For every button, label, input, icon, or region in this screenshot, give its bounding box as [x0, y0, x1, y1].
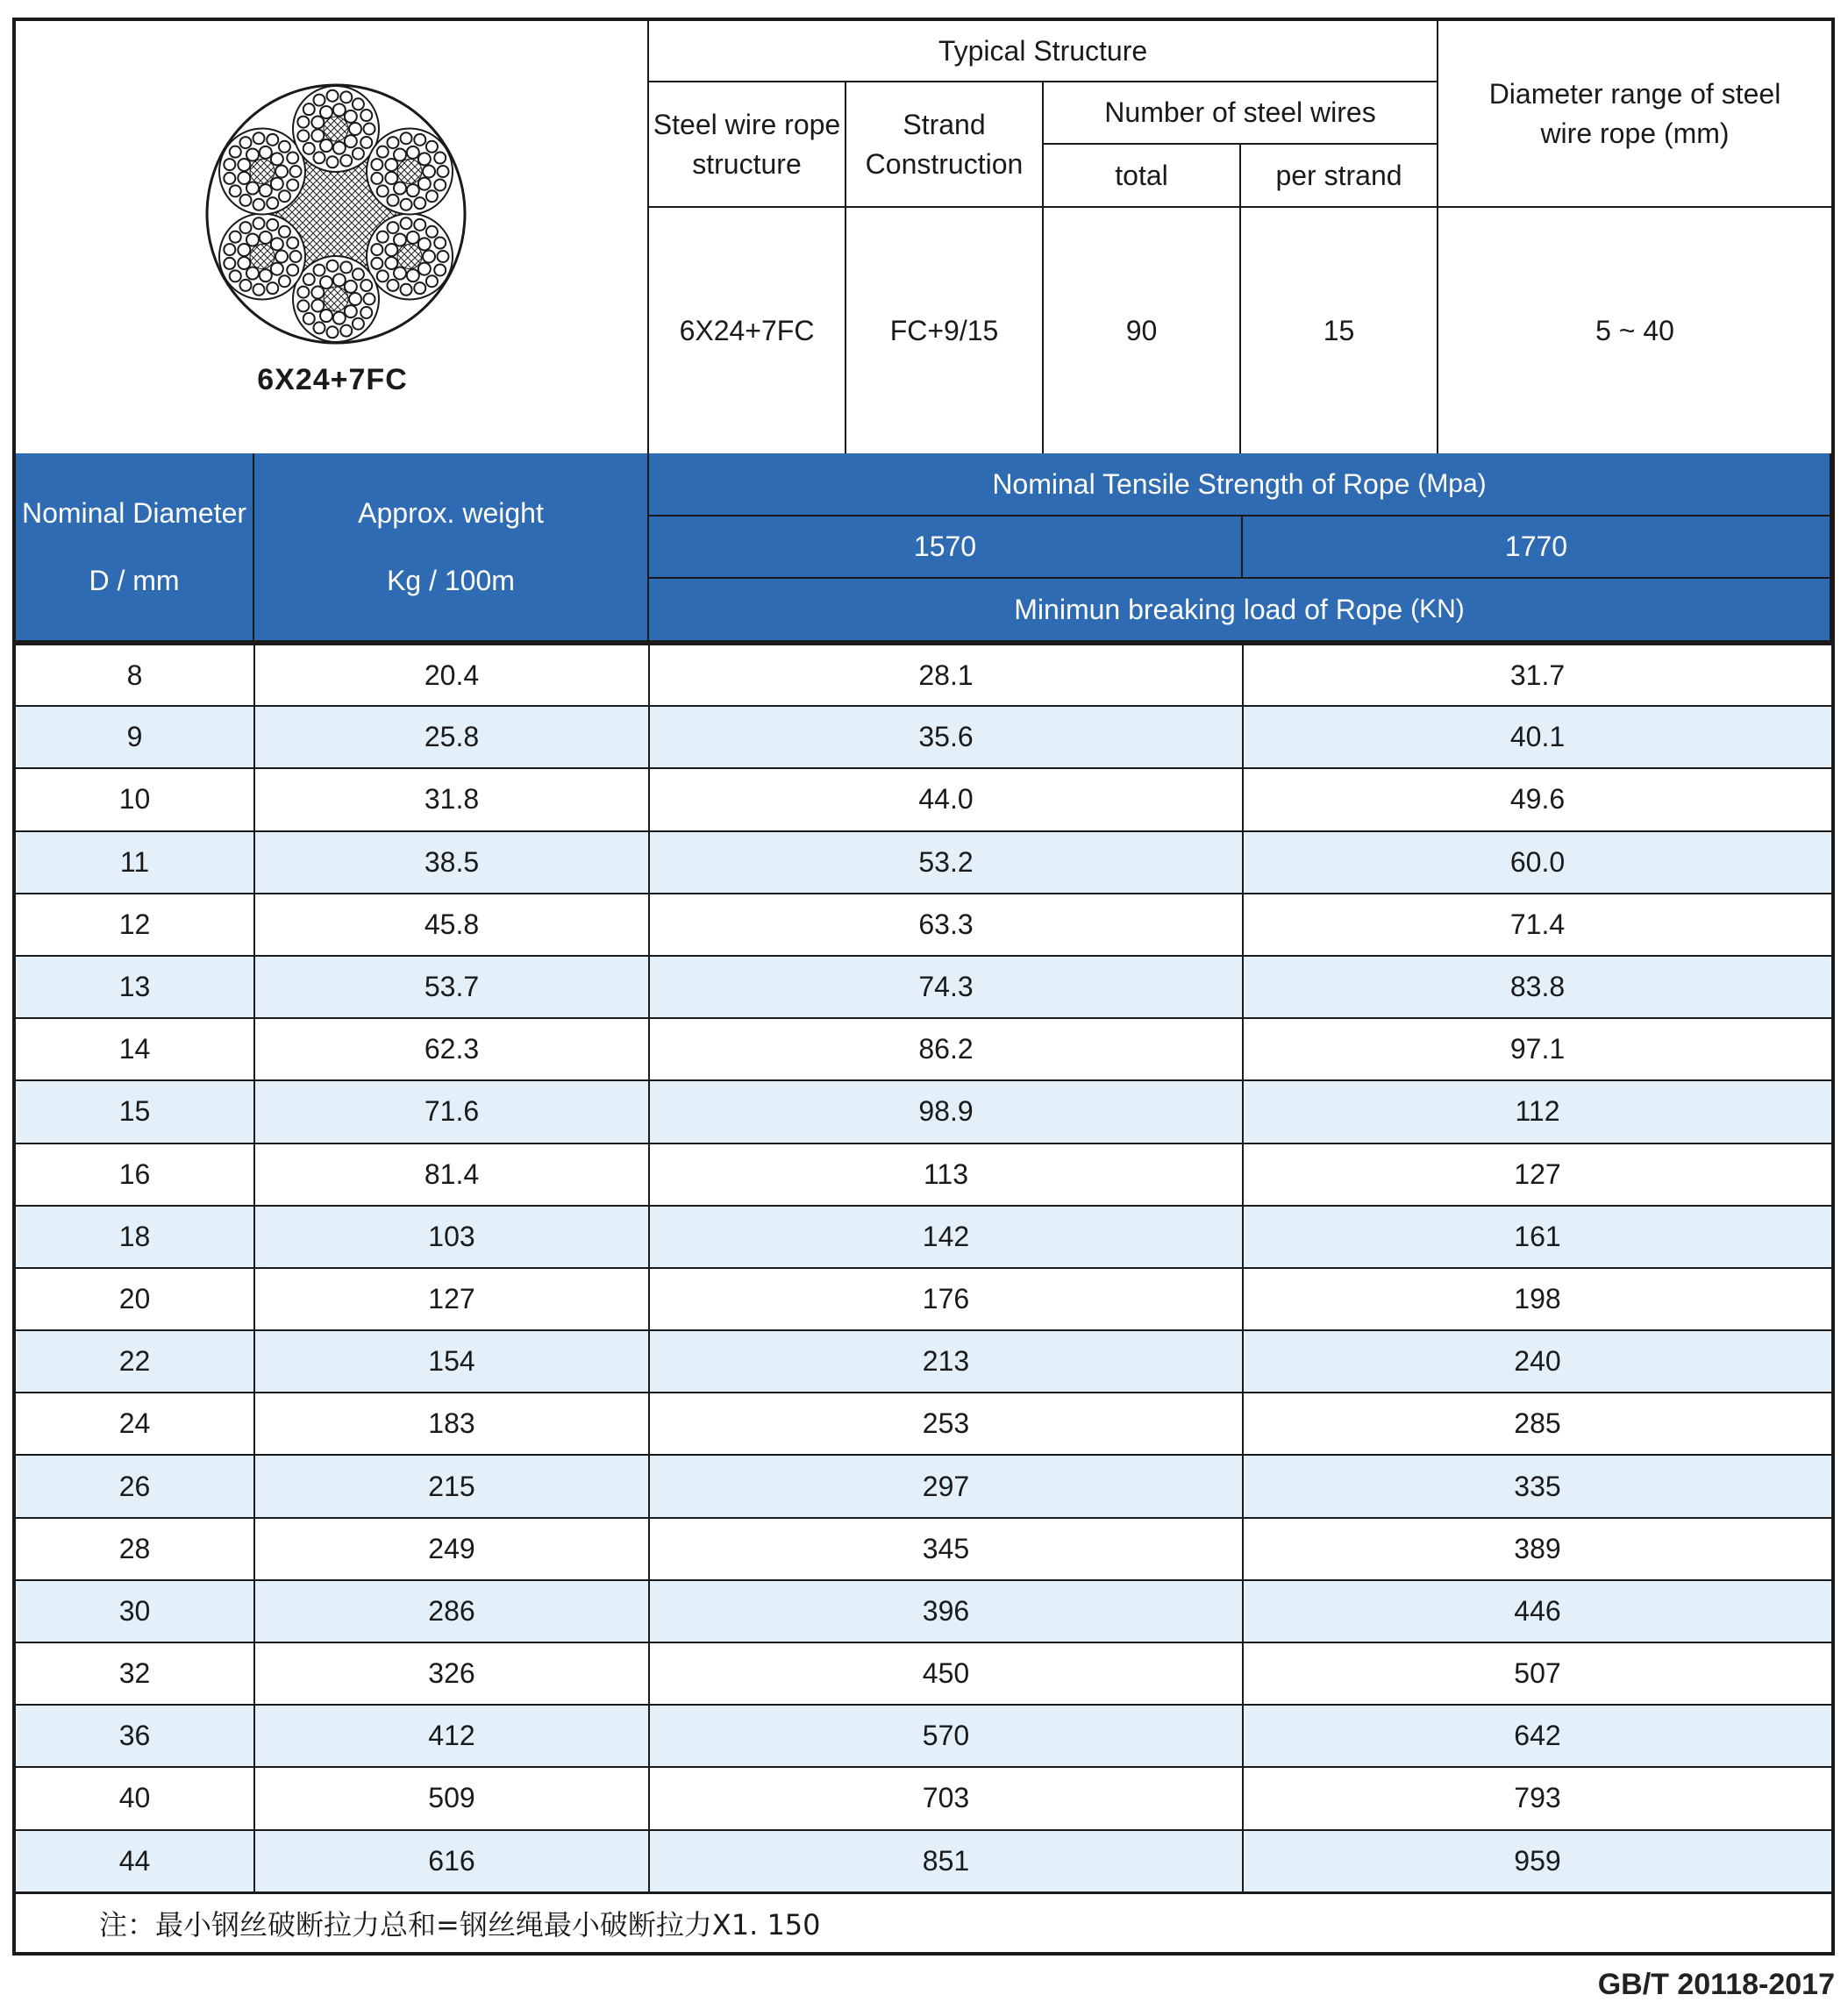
- table-row: [16, 1455, 1831, 1517]
- typical-structure-header: Typical Structure: [649, 21, 1438, 82]
- rope-label: 6X24+7FC: [257, 363, 408, 396]
- load-1570-cell: 28.1: [649, 644, 1243, 706]
- diameter-cell: 9: [16, 706, 254, 768]
- weight-cell: 509: [254, 1767, 649, 1829]
- load-1570-cell: 63.3: [649, 894, 1243, 956]
- table-row: [16, 1018, 1831, 1080]
- table-row: [16, 768, 1831, 830]
- weight-cell: 215: [254, 1455, 649, 1517]
- footnote: 注：最小钢丝破断拉力总和=钢丝绳最小破断拉力X1. 150: [16, 1892, 1831, 1952]
- nominal-diameter-unit: D / mm: [89, 564, 180, 596]
- diameter-cell: 24: [16, 1393, 254, 1455]
- breaking-load-table: [16, 642, 1831, 1893]
- table-row: [16, 1830, 1831, 1892]
- per-strand-header: per strand: [1241, 145, 1438, 208]
- structure-block: [16, 21, 1831, 457]
- rope-diagram-cell: [16, 21, 649, 453]
- load-1570-cell: 345: [649, 1518, 1243, 1580]
- load-1570-cell: 113: [649, 1143, 1243, 1206]
- tensile-strength-unit: (Mpa): [1417, 469, 1487, 498]
- weight-cell: 103: [254, 1206, 649, 1268]
- table-row: [16, 1330, 1831, 1393]
- load-1770-cell: 335: [1243, 1455, 1831, 1517]
- weight-cell: 326: [254, 1642, 649, 1705]
- diameter-cell: 20: [16, 1268, 254, 1330]
- load-1570-cell: 213: [649, 1330, 1243, 1393]
- strand-construction-header: Strand Construction: [846, 82, 1044, 208]
- weight-cell: 616: [254, 1830, 649, 1892]
- load-1570-cell: 44.0: [649, 768, 1243, 830]
- table-row: [16, 1268, 1831, 1330]
- diameter-cell: 10: [16, 768, 254, 830]
- table-row: [16, 1393, 1831, 1455]
- load-1570-cell: 74.3: [649, 956, 1243, 1018]
- table-row: [16, 1705, 1831, 1767]
- approx-weight-label: Approx. weight: [358, 496, 544, 529]
- total-wires-header: total: [1044, 145, 1241, 208]
- table-row: [16, 1143, 1831, 1206]
- weight-cell: 38.5: [254, 831, 649, 894]
- approx-weight-header: [254, 453, 649, 642]
- diameter-cell: 13: [16, 956, 254, 1018]
- table-row: [16, 1767, 1831, 1829]
- weight-cell: 53.7: [254, 956, 649, 1018]
- weight-cell: 71.6: [254, 1080, 649, 1143]
- load-1570-cell: 98.9: [649, 1080, 1243, 1143]
- load-1770-cell: 83.8: [1243, 956, 1831, 1018]
- table-row: [16, 644, 1831, 706]
- diameter-cell: 12: [16, 894, 254, 956]
- diameter-cell: 36: [16, 1705, 254, 1767]
- diameter-cell: 26: [16, 1455, 254, 1517]
- diameter-cell: 14: [16, 1018, 254, 1080]
- diameter-cell: 8: [16, 644, 254, 706]
- nominal-diameter-label: Nominal Diameter: [21, 496, 247, 529]
- diameter-cell: 44: [16, 1830, 254, 1892]
- grade-1770-header: 1770: [1243, 516, 1831, 579]
- load-1570-cell: 86.2: [649, 1018, 1243, 1080]
- diameter-cell: 32: [16, 1642, 254, 1705]
- load-1570-cell: 703: [649, 1767, 1243, 1829]
- weight-cell: 25.8: [254, 706, 649, 768]
- table-row: [16, 956, 1831, 1018]
- wire-count-header: Number of steel wires: [1044, 82, 1438, 145]
- load-1770-cell: 31.7: [1243, 644, 1831, 706]
- weight-cell: 45.8: [254, 894, 649, 956]
- spec-sheet: [12, 18, 1835, 1956]
- weight-cell: 20.4: [254, 644, 649, 706]
- grade-1570-header: 1570: [649, 516, 1243, 579]
- rope-structure-header: Steel wire rope structure: [649, 82, 846, 208]
- load-1570-cell: 297: [649, 1455, 1243, 1517]
- load-1770-cell: 40.1: [1243, 706, 1831, 768]
- diameter-cell: 18: [16, 1206, 254, 1268]
- diameter-cell: 16: [16, 1143, 254, 1206]
- load-1570-cell: 396: [649, 1580, 1243, 1642]
- table-row: [16, 706, 1831, 768]
- table-row: [16, 831, 1831, 894]
- load-1570-cell: 142: [649, 1206, 1243, 1268]
- diameter-cell: 30: [16, 1580, 254, 1642]
- load-1770-cell: 389: [1243, 1518, 1831, 1580]
- tensile-strength-header: [649, 453, 1831, 516]
- rope-cross-section-icon: [204, 82, 467, 346]
- load-1570-cell: 570: [649, 1705, 1243, 1767]
- load-1570-cell: 450: [649, 1642, 1243, 1705]
- weight-cell: 249: [254, 1518, 649, 1580]
- table-row: [16, 1580, 1831, 1642]
- load-1770-cell: 240: [1243, 1330, 1831, 1393]
- load-1770-cell: 446: [1243, 1580, 1831, 1642]
- load-1570-cell: 53.2: [649, 831, 1243, 894]
- load-1770-cell: 60.0: [1243, 831, 1831, 894]
- load-1570-cell: 35.6: [649, 706, 1243, 768]
- load-1770-cell: 507: [1243, 1642, 1831, 1705]
- load-1770-cell: 161: [1243, 1206, 1831, 1268]
- load-1770-cell: 97.1: [1243, 1018, 1831, 1080]
- load-1770-cell: 71.4: [1243, 894, 1831, 956]
- diameter-cell: 40: [16, 1767, 254, 1829]
- breaking-load-unit: (KN): [1410, 595, 1465, 623]
- table-row: [16, 894, 1831, 956]
- table-row: [16, 1206, 1831, 1268]
- table-row: [16, 1080, 1831, 1143]
- load-1770-cell: 285: [1243, 1393, 1831, 1455]
- load-1770-cell: 112: [1243, 1080, 1831, 1143]
- load-1570-cell: 253: [649, 1393, 1243, 1455]
- table-row: [16, 1518, 1831, 1580]
- diameter-cell: 22: [16, 1330, 254, 1393]
- load-1570-cell: 851: [649, 1830, 1243, 1892]
- diameter-cell: 15: [16, 1080, 254, 1143]
- diameter-cell: 28: [16, 1518, 254, 1580]
- strand-construction-value: FC+9/15: [846, 208, 1044, 453]
- diameter-range-value: 5 ~ 40: [1595, 314, 1674, 346]
- tensile-strength-label: Nominal Tensile Strength of Rope: [992, 467, 1410, 500]
- rope-structure-value: 6X24+7FC: [649, 208, 846, 453]
- weight-cell: 31.8: [254, 768, 649, 830]
- weight-cell: 127: [254, 1268, 649, 1330]
- total-wires-value: 90: [1044, 208, 1241, 453]
- weight-cell: 412: [254, 1705, 649, 1767]
- weight-cell: 62.3: [254, 1018, 649, 1080]
- load-1770-cell: 793: [1243, 1767, 1831, 1829]
- weight-cell: 286: [254, 1580, 649, 1642]
- breaking-load-label: Minimun breaking load of Rope: [1014, 593, 1403, 625]
- load-1770-cell: 959: [1243, 1830, 1831, 1892]
- weight-cell: 154: [254, 1330, 649, 1393]
- diameter-cell: 11: [16, 831, 254, 894]
- breaking-load-header: [649, 579, 1831, 642]
- load-1770-cell: 49.6: [1243, 768, 1831, 830]
- load-1770-cell: 642: [1243, 1705, 1831, 1767]
- nominal-diameter-header: [16, 453, 254, 642]
- standard-code: GB/T 20118-2017: [1597, 1968, 1835, 2001]
- load-1570-cell: 176: [649, 1268, 1243, 1330]
- table-header: [16, 453, 1831, 642]
- load-1770-cell: 127: [1243, 1143, 1831, 1206]
- per-strand-value: 15: [1241, 208, 1438, 453]
- diameter-range-header: Diameter range of steel wire rope (mm): [1438, 21, 1831, 208]
- table-row: [16, 1642, 1831, 1705]
- weight-cell: 183: [254, 1393, 649, 1455]
- load-1770-cell: 198: [1243, 1268, 1831, 1330]
- approx-weight-unit: Kg / 100m: [387, 564, 515, 596]
- weight-cell: 81.4: [254, 1143, 649, 1206]
